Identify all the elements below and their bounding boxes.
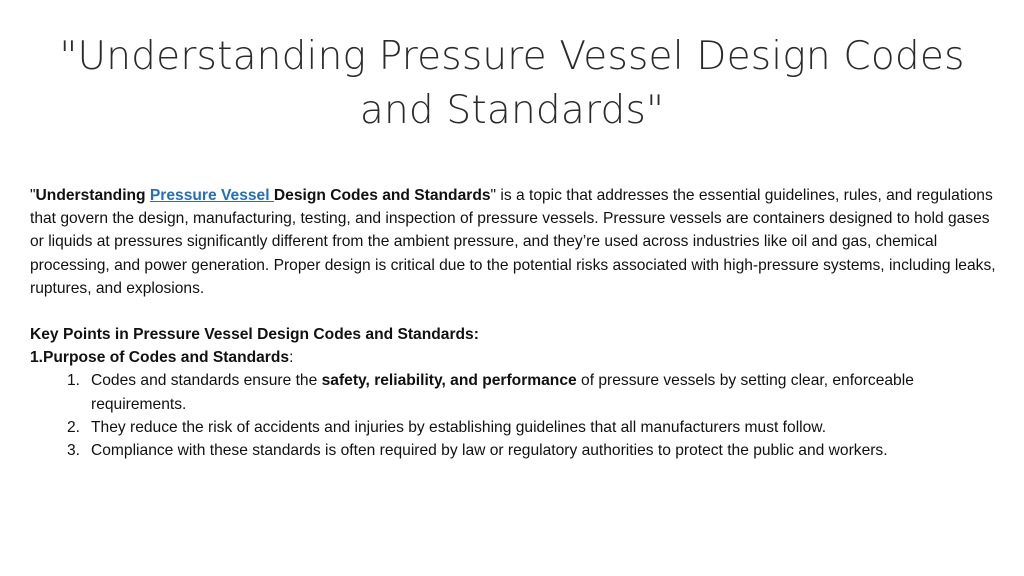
list-item [30,416,1000,439]
section-1-label: 1.Purpose of Codes and Standards [30,349,290,367]
key-points-heading: Key Points in Pressure Vessel Design Codes and Standards: [30,326,479,344]
list-item-number: 2. [67,418,81,436]
intro-rest: " is a topic that addresses the essential guidelines, rules, and regulations that govern the design, manufacturing, testing, and inspection of pressure vessels. Pressure vessels are containers designed to hold gases or liquids at pressures significantly different from the ambient pressure, and they’re used across industries like oil and gas, chemical processing, and power generation. Proper design is critical due to the potential risks associated with high-pressure systems, including leaks, ruptures, and explosions. [30,187,996,297]
intro-bold-tail: Design Codes and Standards [273,187,491,204]
purpose-points-list [30,369,1000,462]
list-item [30,369,1000,415]
intro-paragraph [30,184,1000,300]
slide-body [30,184,1000,462]
list-item-number: 1. [67,372,81,390]
list-item-text-post: of pressure vessels by setting clear, enforceable requirements. [91,372,914,413]
list-item-text: They reduce the risk of accidents and injuries by establishing guidelines that all manufacturers must follow. [91,418,827,436]
paragraph-spacer [30,300,1000,323]
intro-bold-lead: Understanding [35,187,150,204]
list-item-text: Compliance with these standards is often required by law or regulatory authorities to protect the public and workers. [91,442,888,460]
list-item-text-bold: safety, reliability, and performance [321,372,577,390]
section-1-colon: : [289,349,294,367]
list-item-text-pre: Codes and standards ensure the [91,372,322,390]
list-item [30,439,1000,462]
list-item-number: 3. [67,442,81,460]
slide-title: "Understanding Pressure Vessel Design Codes and Standards" [59,34,965,133]
intro-open-quote: " [30,187,36,204]
section-1-heading [30,346,1000,369]
pressure-vessel-link[interactable]: Pressure Vessel [149,187,274,204]
